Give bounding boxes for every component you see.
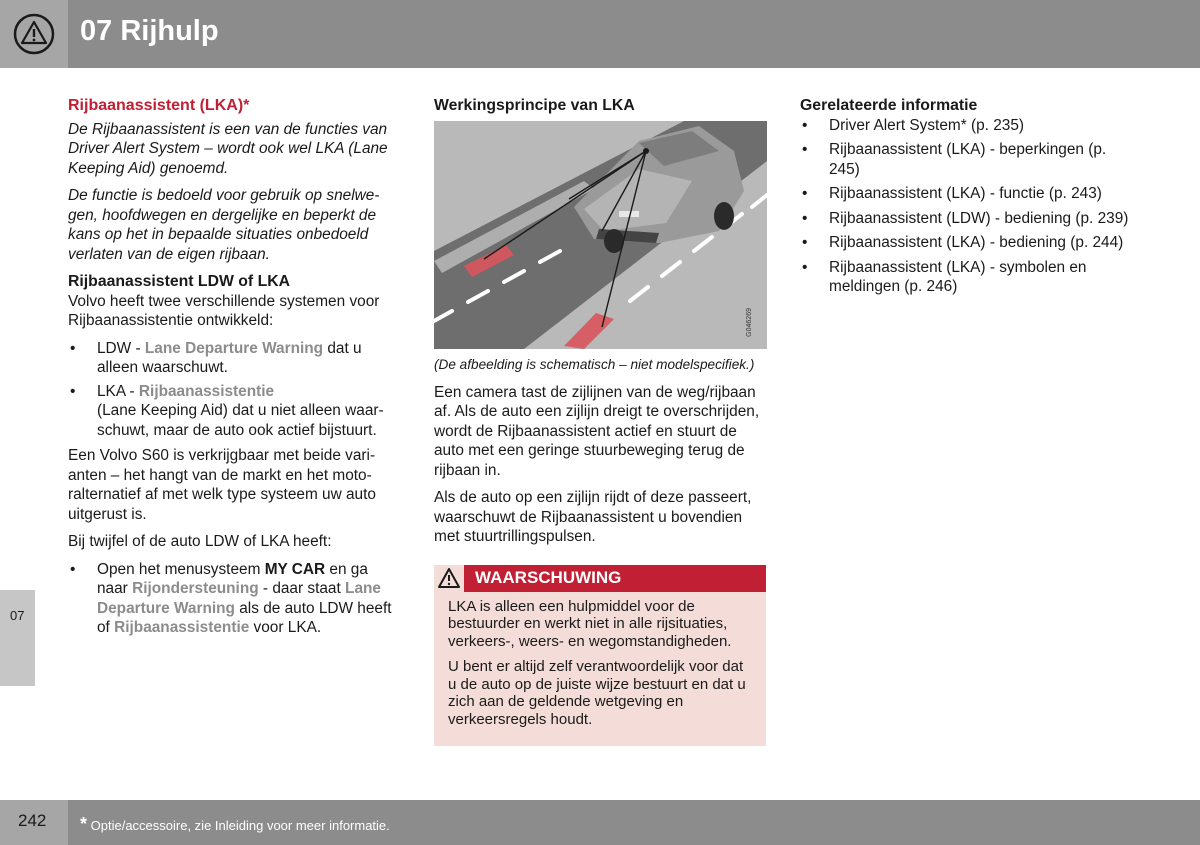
lka-illustration — [434, 121, 767, 349]
section-heading-lka: Rijbaanassistent (LKA)* — [68, 97, 250, 114]
term-rijbaanassistentie: Rijbaanassistentie — [138, 382, 275, 400]
bullet-glyph: • — [802, 258, 808, 276]
related-link-item[interactable]: • Rijbaanassistent (LKA) - functie (p. 243) — [802, 185, 1102, 202]
page-number: 242 — [18, 811, 47, 830]
doubt-paragraph: Bij twijfel of de auto LDW of LKA heeft: — [68, 533, 332, 550]
menu-steps-list — [68, 560, 402, 638]
related-link-item[interactable]: • Rijbaanassistent (LKA) - beperkingen (p. 245) — [802, 141, 1107, 178]
menu-my-car: MY CAR — [264, 560, 326, 578]
warning-box — [434, 565, 766, 747]
related-info-list — [800, 116, 1130, 297]
systems-paragraph: Volvo heeft twee verschillende systemen voor Rijbaanassistentie ontwikkeld: — [68, 292, 380, 329]
warning-header — [434, 565, 766, 592]
column-middle — [434, 96, 768, 746]
principle-paragraph-2: Als de auto op een zijlijn rijdt of deze passeert, waarschuwt de Rijbaanassistent u bovendien met stuurtrillingspulsen. — [434, 489, 752, 545]
footnote-text: Optie/accessoire, zie Inleiding voor meer informatie. — [90, 818, 390, 833]
bullet-glyph: • — [70, 560, 76, 578]
related-link-item[interactable]: • Rijbaanassistent (LDW) - bediening (p. 239) — [802, 209, 1129, 227]
warning-paragraph-1: LKA is alleen een hulpmiddel voor de bestuurder en werkt niet in alle rijsituaties, verkeers-, weers- en wegomstandigheden. — [448, 597, 732, 650]
figure-caption: (De afbeelding is schematisch – niet modelspecifiek.) — [434, 356, 755, 372]
warning-body — [434, 592, 766, 747]
list-item-ldw: • LDW - Lane Departure Warning dat u alleen waarschuwt. — [70, 339, 362, 376]
car-lane-illustration — [434, 121, 767, 349]
section-heading-principle: Werkingsprincipe van LKA — [434, 97, 635, 114]
bullet-glyph: • — [70, 382, 76, 400]
term-lane-departure-warning: Lane Departure Warning — [144, 339, 324, 357]
page-footer — [0, 800, 1200, 845]
intro-paragraph-1: De Rijbaanassistent is een van de functies van Driver Alert System – wordt ook wel LKA (Lane Keeping Aid) genoemd. — [68, 120, 388, 177]
bullet-glyph: • — [802, 141, 808, 158]
subheading-ldw-lka: Rijbaanassistent LDW of LKA — [68, 273, 291, 290]
related-link-item[interactable]: • Rijbaanassistent (LKA) - symbolen en meldingen (p. 246) — [802, 258, 1087, 295]
related-link-item[interactable]: • Rijbaanassistent (LKA) - bediening (p. 244) — [802, 234, 1124, 251]
chapter-tab-label: 07 — [10, 608, 25, 623]
chapter-title: 07 Rijhulp — [80, 15, 219, 47]
list-item-menu-step: • Open het menusysteem MY CAR en ga naar Rijondersteuning - daar staat Lane Departure Warning als de auto LDW heeft of Rijbaanassistentie voor LKA. — [70, 560, 392, 636]
menu-rijondersteuning: Rijondersteuning — [132, 580, 259, 597]
intro-paragraph-2: De functie is bedoeld voor gebruik op snelwegen, hoofdwegen en dergelijke en beperkt de kans op het in bepaalde situaties onbedoeld verlaten van de eigen rijbaan. — [68, 187, 380, 263]
footnote — [80, 814, 390, 835]
warning-triangle-icon — [13, 13, 55, 55]
warning-title: WAARSCHUWING — [475, 567, 622, 587]
bullet-glyph: • — [802, 234, 808, 251]
menu-rijbaanassistentie: Rijbaanassistentie — [114, 619, 250, 636]
list-item-lka: • LKA - Rijbaanassistentie (Lane Keeping Aid) dat u niet alleen waarschuwt, maar de auto ook actief bijstuurt. — [70, 382, 384, 439]
related-info-heading: Gerelateerde informatie — [800, 97, 978, 114]
warning-paragraph-2: U bent er altijd zelf verantwoordelijk voor dat u de auto op de juiste wijze bestuurt en dat u zich aan de geldende wetgeving en verkeersregels houdt. — [448, 658, 746, 728]
page-header — [0, 0, 1200, 68]
menu-lane-departure-warning: Lane Departure Warning — [97, 580, 381, 617]
bullet-glyph: • — [802, 209, 808, 227]
footnote-star: * — [80, 814, 88, 834]
bullet-glyph: • — [802, 116, 808, 134]
systems-list — [68, 339, 402, 441]
column-right — [800, 96, 1130, 303]
page-number-box — [0, 800, 68, 845]
figure-code: G046269 — [745, 307, 753, 337]
related-link-item[interactable]: • Driver Alert System* (p. 235) — [802, 116, 1025, 134]
bullet-glyph: • — [70, 339, 76, 357]
variants-paragraph: Een Volvo S60 is verkrijgbaar met beide varianten – het hangt van de markt en het motoralternatief af met welk type systeem uw auto uitgerust is. — [68, 447, 376, 523]
bullet-glyph: • — [802, 185, 808, 202]
column-left — [68, 96, 402, 644]
header-icon-box — [0, 0, 68, 68]
chapter-side-tab — [0, 590, 35, 686]
warning-triangle-icon — [437, 567, 461, 589]
principle-paragraph-1: Een camera tast de zijlijnen van de weg/rijbaan af. Als de auto een zijlijn dreigt te overschrijden, wordt de Rijbaanassistent actief en stuurt de auto met een geringe stuurbeweging terug de rijbaan in. — [434, 383, 760, 479]
warning-icon-box — [434, 565, 464, 592]
